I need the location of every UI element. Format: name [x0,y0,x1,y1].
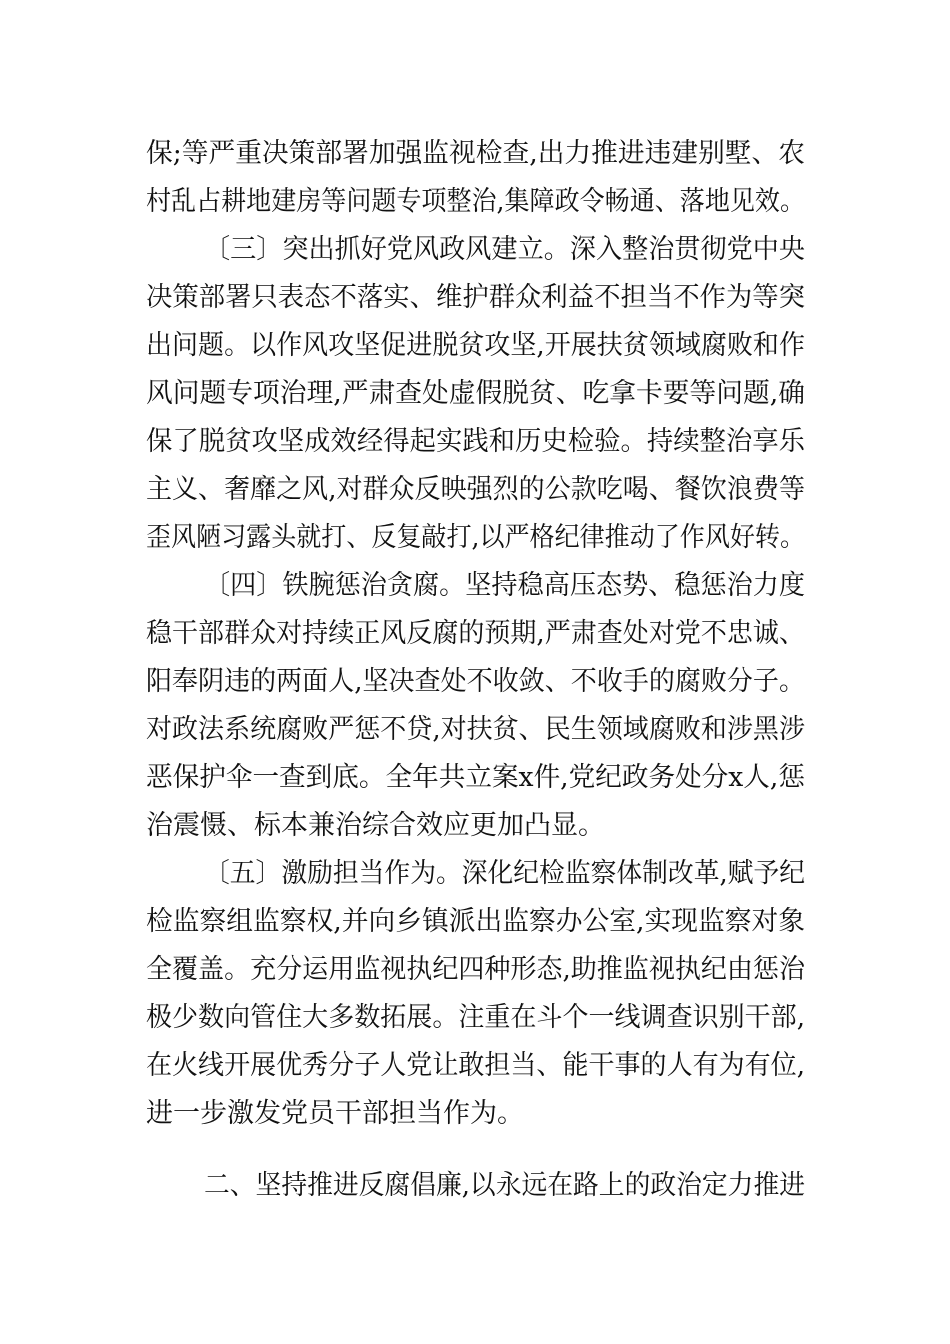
text-line-13: 对政法系统腐败严惩不贷,对扶贫、民生领域腐败和涉黑涉 [146,714,805,745]
text-line-22: 二、坚持推进反腐倡廉,以永远在路上的政治定力推进 [204,1170,805,1201]
text-line-12: 阳奉阴违的两面人,坚决查处不收敛、不收手的腐败分子。 [146,666,805,697]
text-line-4: 决策部署只表态不落实、维护群众利益不担当不作为等突 [146,282,805,313]
text-line-18: 全覆盖。充分运用监视执纪四种形态,助推监视执纪由惩治 [146,954,805,985]
text-line-14: 恶保护伞一查到底。全年共立案x件,党纪政务处分x人,惩 [146,762,805,793]
text-line-9: 歪风陋习露头就打、反复敲打,以严格纪律推动了作风好转。 [146,522,805,553]
text-line-7: 保了脱贫攻坚成效经得起实践和历史检验。持续整治享乐 [146,426,805,457]
text-line-21: 进一步激发党员干部担当作为。 [146,1098,524,1129]
text-line-3: 〔三〕突出抓好党风政风建立。深入整治贯彻党中央 [204,234,805,265]
text-line-5: 出问题。以作风攻坚促进脱贫攻坚,开展扶贫领域腐败和作 [146,330,805,361]
text-line-1: 保;等严重决策部署加强监视检查,出力推进违建别墅、农 [146,138,805,169]
text-line-6: 风问题专项治理,严肃查处虚假脱贫、吃拿卡要等问题,确 [146,378,805,409]
text-line-19: 极少数向管住大多数拓展。注重在斗个一线调查识别干部, [146,1002,805,1033]
text-line-16: 〔五〕激励担当作为。深化纪检监察体制改革,赋予纪 [204,858,805,889]
text-line-8: 主义、奢靡之风,对群众反映强烈的公款吃喝、餐饮浪费等 [146,474,805,505]
text-line-17: 检监察组监察权,并向乡镇派出监察办公室,实现监察对象 [146,906,805,937]
text-line-2: 村乱占耕地建房等问题专项整治,集障政令畅通、落地见效。 [146,186,805,217]
text-line-11: 稳干部群众对持续正风反腐的预期,严肃查处对党不忠诚、 [146,618,805,649]
text-line-10: 〔四〕铁腕惩治贪腐。坚持稳高压态势、稳惩治力度 [204,570,805,601]
text-line-15: 治震慑、标本兼治综合效应更加凸显。 [146,810,605,841]
text-line-20: 在火线开展优秀分子人党让敢担当、能干事的人有为有位, [146,1050,805,1081]
